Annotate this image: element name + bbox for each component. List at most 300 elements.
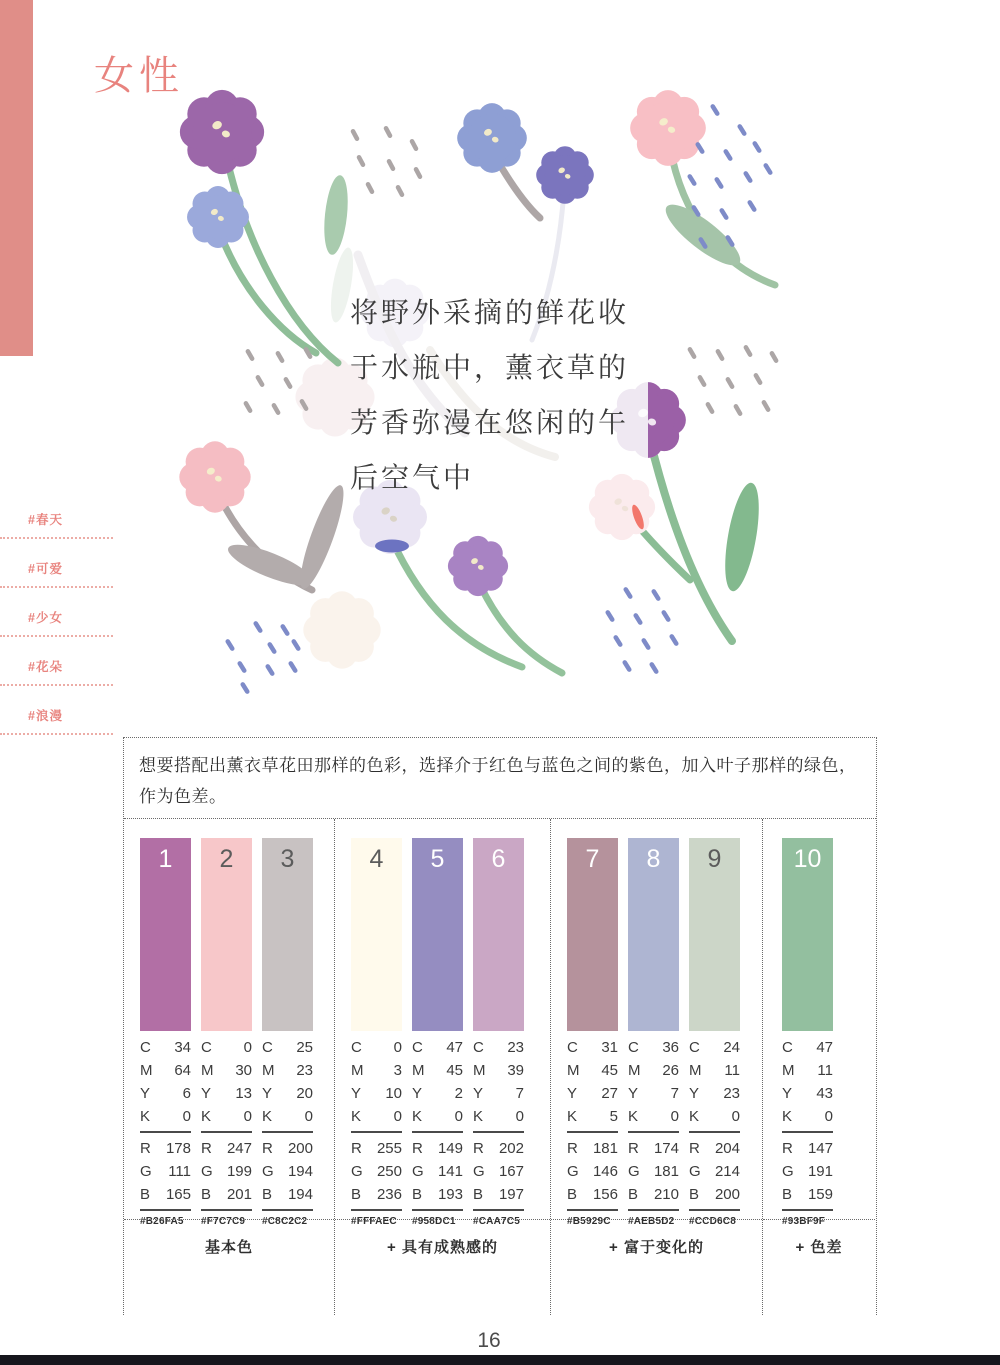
value-row-B: [689, 1183, 740, 1206]
value-number: 11: [817, 1062, 833, 1079]
dash-mark: [752, 140, 763, 153]
value-row-K: [567, 1105, 618, 1128]
swatch-values-1: [140, 1036, 191, 1227]
divider-line: [351, 1131, 402, 1133]
value-label: K: [782, 1108, 793, 1125]
value-row-M: [689, 1059, 740, 1082]
value-label: R: [473, 1140, 484, 1157]
swatch-values-5: [412, 1036, 463, 1227]
value-number: 200: [287, 1140, 313, 1157]
value-label: G: [473, 1163, 485, 1180]
tag-girl: #少女: [0, 608, 113, 637]
color-swatch-7: [567, 838, 618, 1031]
value-row-Y: [473, 1082, 524, 1105]
palette-group-contrast: [762, 819, 875, 1315]
value-number: 201: [226, 1186, 252, 1203]
value-row-K: [351, 1105, 402, 1128]
value-label: Y: [412, 1085, 423, 1102]
value-number: 250: [376, 1163, 402, 1180]
value-row-Y: [412, 1082, 463, 1105]
value-label: B: [689, 1186, 700, 1203]
divider-line: [201, 1131, 252, 1133]
value-label: K: [262, 1108, 273, 1125]
divider-line: [689, 1209, 740, 1211]
value-number: 27: [601, 1085, 618, 1102]
quote-line: 于水瓶中，薰衣草的: [350, 353, 630, 384]
leaf: [658, 196, 748, 275]
value-row-Y: [201, 1082, 252, 1105]
swatch-number: 9: [707, 845, 722, 873]
flower-purple: [448, 536, 508, 596]
value-row-B: [567, 1183, 618, 1206]
value-row-G: [782, 1160, 833, 1183]
dash-mark: [395, 184, 405, 198]
dash-mark: [651, 588, 662, 601]
value-label: G: [201, 1163, 213, 1180]
dash-mark: [747, 199, 758, 212]
value-number: 3: [393, 1062, 402, 1079]
swatch-row: [351, 838, 524, 1031]
divider-line: [782, 1131, 833, 1133]
value-row-R: [628, 1137, 679, 1160]
color-swatch-5: [412, 838, 463, 1031]
swatch-hex: #93BF9F: [782, 1216, 826, 1227]
quote-line: 芳香弥漫在悠闲的午: [350, 408, 630, 439]
value-row-K: [782, 1105, 833, 1128]
divider-line: [140, 1209, 191, 1211]
swatch-values-7: [567, 1036, 618, 1227]
value-number: 202: [498, 1140, 524, 1157]
value-row-C: [628, 1036, 679, 1059]
swatch-row: [567, 838, 740, 1031]
swatch-hex: #C8C2C2: [262, 1216, 308, 1227]
value-row-B: [351, 1183, 402, 1206]
value-row-G: [473, 1160, 524, 1183]
value-label: K: [412, 1108, 423, 1125]
value-number: 193: [437, 1186, 463, 1203]
value-number: 0: [393, 1108, 402, 1125]
dash-mark: [697, 374, 707, 388]
value-number: 7: [515, 1085, 524, 1102]
dash-mark: [350, 128, 360, 142]
dash-mark: [669, 633, 680, 646]
dash-mark: [769, 350, 779, 364]
swatch-values-4: [351, 1036, 402, 1227]
dash-mark: [633, 612, 644, 625]
value-label: K: [473, 1108, 484, 1125]
value-label: R: [628, 1140, 639, 1157]
dash-mark: [409, 138, 419, 152]
value-row-C: [412, 1036, 463, 1059]
flower-pink: [630, 90, 706, 166]
value-number: 11: [724, 1062, 740, 1079]
value-label: M: [140, 1062, 153, 1079]
value-number: 23: [507, 1039, 524, 1056]
dash-mark: [383, 125, 393, 139]
dash-mark: [288, 660, 299, 673]
value-row-C: [567, 1036, 618, 1059]
value-label: B: [628, 1186, 639, 1203]
value-label: R: [351, 1140, 362, 1157]
value-label: M: [473, 1062, 486, 1079]
value-row-C: [140, 1036, 191, 1059]
value-label: C: [473, 1039, 484, 1056]
value-label: C: [567, 1039, 578, 1056]
value-number: 0: [515, 1108, 524, 1125]
value-label: K: [567, 1108, 578, 1125]
value-label: K: [201, 1108, 212, 1125]
value-label: B: [567, 1186, 578, 1203]
divider-line: [262, 1131, 313, 1133]
value-number: 167: [498, 1163, 524, 1180]
page-title: 女性: [94, 53, 184, 98]
swatch-row: [782, 838, 833, 1031]
value-label: B: [140, 1186, 151, 1203]
value-label: K: [689, 1108, 700, 1125]
value-label: Y: [351, 1085, 362, 1102]
value-row-G: [412, 1160, 463, 1183]
ghost-flower: [303, 591, 380, 668]
dash-mark: [237, 660, 248, 673]
value-number: 36: [662, 1039, 679, 1056]
palette-group-mature: [334, 819, 550, 1315]
value-number: 47: [816, 1039, 833, 1056]
swatch-hex: #CAA7C5: [473, 1216, 520, 1227]
divider-line: [689, 1131, 740, 1133]
value-label: R: [140, 1140, 151, 1157]
value-row-B: [473, 1183, 524, 1206]
dash-mark: [255, 374, 265, 388]
value-label: M: [201, 1062, 214, 1079]
dash-mark: [271, 402, 281, 416]
value-row-G: [140, 1160, 191, 1183]
dash-mark: [725, 376, 735, 390]
value-row-M: [782, 1059, 833, 1082]
value-label: B: [473, 1186, 484, 1203]
flower-blue: [457, 103, 527, 173]
value-number: 0: [304, 1108, 313, 1125]
value-row-R: [567, 1137, 618, 1160]
flower-purple: [180, 90, 264, 174]
swatch-number: 1: [158, 845, 173, 873]
value-label: B: [201, 1186, 212, 1203]
dash-mark: [661, 609, 672, 622]
value-row-B: [140, 1183, 191, 1206]
value-label: G: [567, 1163, 579, 1180]
value-label: Y: [782, 1085, 793, 1102]
dash-mark: [715, 348, 725, 362]
color-swatch-8: [628, 838, 679, 1031]
value-number: 214: [714, 1163, 740, 1180]
dash-mark: [243, 400, 253, 414]
value-label: G: [782, 1163, 794, 1180]
value-number: 210: [653, 1186, 679, 1203]
value-number: 0: [182, 1108, 191, 1125]
value-row-Y: [262, 1082, 313, 1105]
swatch-hex: #FFFAEC: [351, 1216, 397, 1227]
swatch-number: 8: [646, 845, 661, 873]
dash-mark: [622, 659, 633, 672]
value-row-G: [689, 1160, 740, 1183]
palette-group-basic: [124, 819, 334, 1315]
dash-mark: [356, 154, 366, 168]
value-row-K: [628, 1105, 679, 1128]
value-row-R: [140, 1137, 191, 1160]
value-label: B: [412, 1186, 423, 1203]
value-number: 0: [454, 1108, 463, 1125]
swatch-values-3: [262, 1036, 313, 1227]
value-number: 25: [296, 1039, 313, 1056]
value-label: R: [689, 1140, 700, 1157]
value-label: G: [351, 1163, 363, 1180]
dash-mark: [641, 637, 652, 650]
value-row-Y: [351, 1082, 402, 1105]
value-number: 247: [226, 1140, 252, 1157]
dash-mark: [291, 638, 302, 651]
value-row-Y: [140, 1082, 191, 1105]
value-number: 45: [446, 1062, 463, 1079]
divider-line: [473, 1131, 524, 1133]
leaf: [719, 480, 766, 593]
value-row-R: [782, 1137, 833, 1160]
value-number: 0: [243, 1108, 252, 1125]
leaf: [321, 174, 351, 256]
value-label: K: [140, 1108, 151, 1125]
value-row-R: [201, 1137, 252, 1160]
value-row-G: [351, 1160, 402, 1183]
value-row-Y: [567, 1082, 618, 1105]
plant-stems: [633, 440, 732, 641]
dash-mark: [413, 166, 423, 180]
group-label: + 色差: [763, 1219, 875, 1257]
value-row-K: [140, 1105, 191, 1128]
value-row-Y: [689, 1082, 740, 1105]
value-row-M: [628, 1059, 679, 1082]
value-number: 204: [714, 1140, 740, 1157]
value-label: K: [628, 1108, 639, 1125]
left-accent-bar: [0, 0, 33, 356]
value-label: Y: [201, 1085, 212, 1102]
value-number: 5: [609, 1108, 618, 1125]
value-number: 31: [601, 1039, 618, 1056]
value-row-C: [201, 1036, 252, 1059]
divider-line: [628, 1131, 679, 1133]
value-label: R: [782, 1140, 793, 1157]
value-number: 13: [235, 1085, 252, 1102]
values-row: [351, 1036, 524, 1227]
value-number: 6: [182, 1085, 191, 1102]
group-label: + 具有成熟感的: [335, 1219, 550, 1257]
value-row-C: [473, 1036, 524, 1059]
swatch-number: 3: [280, 845, 295, 873]
group-label: + 富于变化的: [551, 1219, 762, 1257]
value-number: 26: [662, 1062, 679, 1079]
value-number: 146: [592, 1163, 618, 1180]
value-label: B: [782, 1186, 793, 1203]
value-label: C: [782, 1039, 793, 1056]
value-row-C: [262, 1036, 313, 1059]
divider-line: [262, 1209, 313, 1211]
value-row-M: [140, 1059, 191, 1082]
dash-mark: [283, 376, 293, 390]
color-swatch-1: [140, 838, 191, 1031]
value-number: 236: [376, 1186, 402, 1203]
value-label: C: [412, 1039, 423, 1056]
dash-mark: [737, 123, 748, 136]
swatch-number: 6: [491, 845, 506, 873]
value-row-R: [262, 1137, 313, 1160]
swatch-hex: #F7C7C9: [201, 1216, 246, 1227]
dash-mark: [733, 403, 743, 417]
value-number: 165: [165, 1186, 191, 1203]
value-number: 181: [592, 1140, 618, 1157]
value-number: 10: [385, 1085, 402, 1102]
value-label: Y: [689, 1085, 700, 1102]
value-row-C: [351, 1036, 402, 1059]
group-label: 基本色: [124, 1219, 334, 1257]
swatch-number: 2: [219, 845, 234, 873]
leaf: [293, 482, 351, 593]
palette-groups: [124, 819, 876, 1315]
color-swatch-9: [689, 838, 740, 1031]
value-label: M: [782, 1062, 795, 1079]
dash-mark: [280, 623, 291, 636]
swatch-number: 7: [585, 845, 600, 873]
divider-line: [412, 1209, 463, 1211]
value-row-K: [262, 1105, 313, 1128]
value-row-C: [782, 1036, 833, 1059]
value-label: G: [140, 1163, 152, 1180]
color-swatch-4: [351, 838, 402, 1031]
value-row-G: [262, 1160, 313, 1183]
value-label: Y: [473, 1085, 484, 1102]
swatch-hex: #AEB5D2: [628, 1216, 675, 1227]
quote-line: 将野外采摘的鲜花收: [350, 298, 630, 329]
color-swatch-2: [201, 838, 252, 1031]
value-row-M: [262, 1059, 313, 1082]
value-row-M: [201, 1059, 252, 1082]
dash-mark: [719, 207, 730, 220]
tag-spring: #春天: [0, 510, 113, 539]
value-row-G: [628, 1160, 679, 1183]
dash-mark: [753, 372, 763, 386]
values-row: [140, 1036, 313, 1227]
color-swatch-3: [262, 838, 313, 1031]
value-number: 24: [723, 1039, 740, 1056]
value-number: 23: [723, 1085, 740, 1102]
value-label: Y: [567, 1085, 578, 1102]
divider-line: [140, 1131, 191, 1133]
divider-line: [412, 1131, 463, 1133]
value-number: 64: [174, 1062, 191, 1079]
value-number: 149: [437, 1140, 463, 1157]
value-label: R: [262, 1140, 273, 1157]
dash-mark: [623, 586, 634, 599]
dash-mark: [714, 176, 725, 189]
value-row-M: [412, 1059, 463, 1082]
flower-pink: [179, 441, 250, 512]
value-number: 0: [731, 1108, 740, 1125]
divider-line: [351, 1209, 402, 1211]
dash-mark: [743, 344, 753, 358]
swatch-row: [140, 838, 313, 1031]
swatch-hex: #958DC1: [412, 1216, 456, 1227]
value-number: 39: [507, 1062, 524, 1079]
value-label: Y: [628, 1085, 639, 1102]
dash-mark: [365, 181, 375, 195]
value-number: 0: [243, 1039, 252, 1056]
dash-mark: [240, 681, 251, 694]
flower-violet: [536, 146, 594, 204]
dash-mark: [267, 641, 278, 654]
value-row-B: [628, 1183, 679, 1206]
value-label: G: [412, 1163, 424, 1180]
divider-line: [201, 1209, 252, 1211]
value-row-K: [412, 1105, 463, 1128]
value-number: 0: [393, 1039, 402, 1056]
value-row-R: [412, 1137, 463, 1160]
value-label: R: [567, 1140, 578, 1157]
dash-mark: [710, 103, 721, 116]
dash-mark: [761, 399, 771, 413]
value-row-K: [689, 1105, 740, 1128]
value-number: 191: [807, 1163, 833, 1180]
color-swatch-6: [473, 838, 524, 1031]
swatch-values-9: [689, 1036, 740, 1227]
value-label: M: [412, 1062, 425, 1079]
swatch-values-8: [628, 1036, 679, 1227]
value-label: M: [351, 1062, 364, 1079]
swatch-number: 5: [430, 845, 445, 873]
dash-mark: [649, 661, 660, 674]
value-row-B: [262, 1183, 313, 1206]
palette-group-varied: [550, 819, 762, 1315]
value-row-M: [567, 1059, 618, 1082]
divider-line: [628, 1209, 679, 1211]
dash-mark: [225, 638, 236, 651]
value-number: 197: [498, 1186, 524, 1203]
dash-mark: [687, 346, 697, 360]
value-number: 111: [168, 1163, 191, 1180]
divider-line: [567, 1131, 618, 1133]
value-row-Y: [782, 1082, 833, 1105]
dash-mark: [723, 148, 734, 161]
tag-romantic: #浪漫: [0, 706, 113, 735]
dash-mark: [613, 634, 624, 647]
value-row-G: [201, 1160, 252, 1183]
value-number: 30: [235, 1062, 252, 1079]
divider-line: [567, 1209, 618, 1211]
dash-mark: [275, 350, 285, 364]
tag-cute: #可爱: [0, 559, 113, 588]
flower-blue: [187, 186, 249, 248]
flower-base: [375, 540, 409, 553]
value-label: R: [412, 1140, 423, 1157]
value-number: 178: [165, 1140, 191, 1157]
value-number: 199: [226, 1163, 252, 1180]
color-swatch-10: [782, 838, 833, 1031]
value-label: G: [628, 1163, 640, 1180]
dash-mark: [763, 162, 774, 175]
value-label: M: [262, 1062, 275, 1079]
page-number: 16: [477, 1329, 501, 1352]
value-number: 194: [287, 1163, 313, 1180]
value-number: 43: [816, 1085, 833, 1102]
value-row-B: [782, 1183, 833, 1206]
value-row-B: [412, 1183, 463, 1206]
value-label: G: [262, 1163, 274, 1180]
value-number: 7: [670, 1085, 679, 1102]
